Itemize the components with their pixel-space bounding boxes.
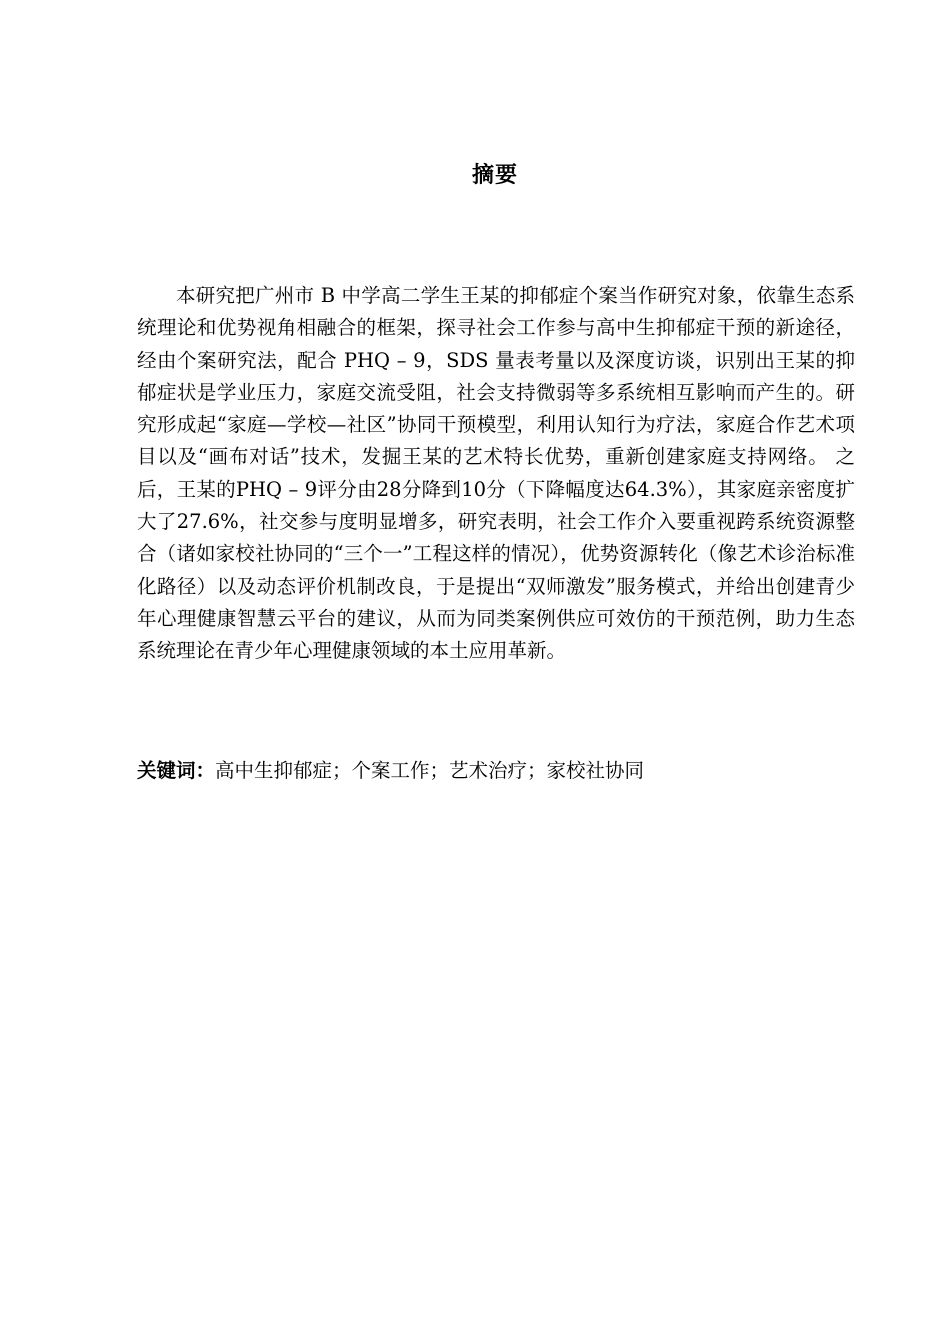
abstract-paragraph: 本研究把广州市 B 中学高二学生王某的抑郁症个案当作研究对象，依靠生态系统理论和优势视角相融合的框架，探寻社会工作参与高中生抑郁症干预的新途径，经由个案研究法，配合 PHQ – 9，SDS 量表考量以及深度访谈，识别出王某的抑郁症状是学业压力，家庭交流受阻，社会支持微弱等多系统相互影响而产生的。研究形成起“家庭—学校—社区”协同干预模型，利用认知行为疗法，家庭合作艺术项目以及“画布对话”技术，发掘王某的艺术特长优势，重新创建家庭支持网络。 之后，王某的PHQ – 9评分由28分降到10分（下降幅度达64.3%），其家庭亲密度扩大了27.6%，社交参与度明显增多，研究表明，社会工作介入要重视跨系统资源整合（诸如家校社协同的“三个一”工程这样的情况），优势资源转化（像艺术诊治标准化路径）以及动态评价机制改良，于是提出“双师激发”服务模式，并给出创建青少年心理健康智慧云平台的建议，从而为同类案例供应可效仿的干预范例，助力生态系统理论在青少年心理健康领域的本土应用革新。 — [137, 284, 855, 663]
page-title: 摘要 — [471, 163, 518, 188]
keywords-list: 高中生抑郁症；个案工作；艺术治疗；家校社协同 — [215, 759, 645, 782]
keywords-line — [137, 757, 855, 785]
keywords-label: 关键词： — [137, 759, 216, 782]
